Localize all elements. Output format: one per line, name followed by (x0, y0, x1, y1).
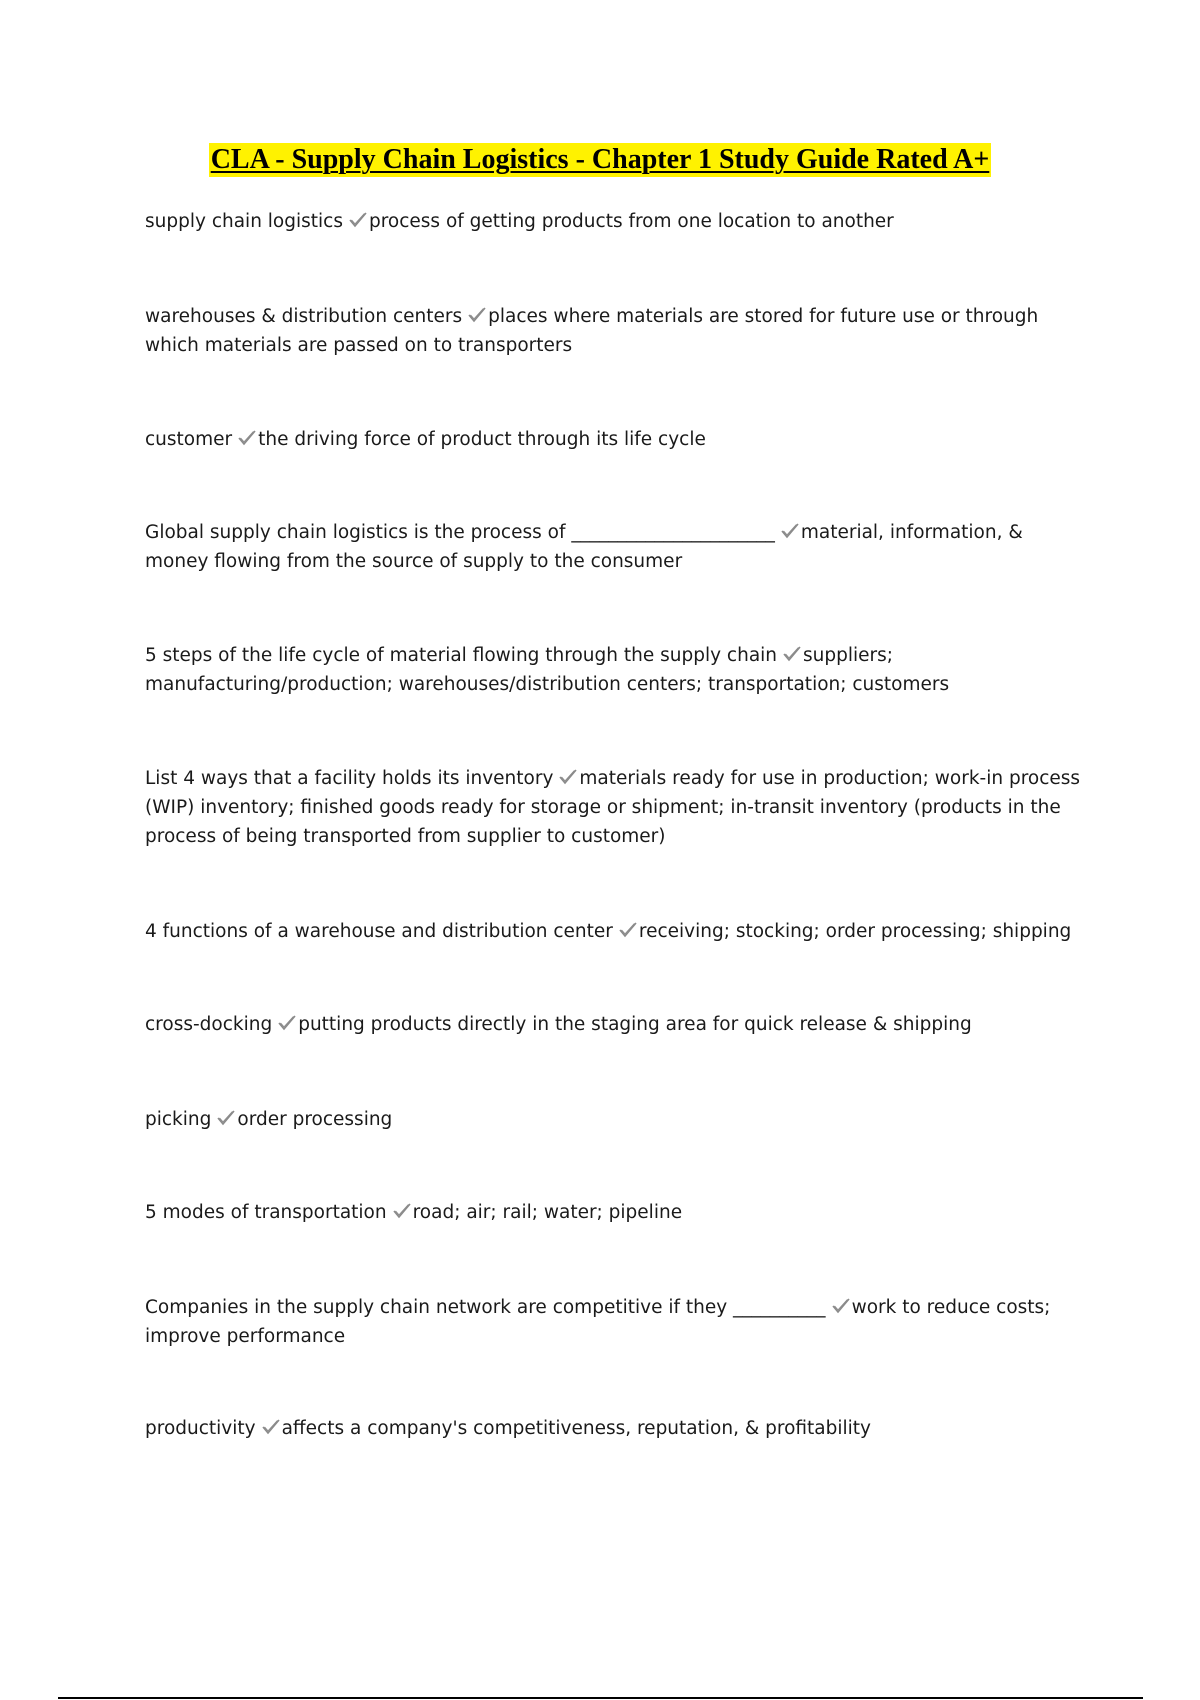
card-term: Companies in the supply chain network are competitive if they __________ (145, 1297, 826, 1318)
check-mark-icon (618, 921, 638, 939)
flashcard (145, 302, 1090, 360)
check-mark-icon (780, 522, 800, 540)
check-mark-icon (261, 1418, 281, 1436)
check-mark-icon (237, 429, 257, 447)
card-term: supply chain logistics (145, 211, 343, 232)
flashcard (145, 425, 1090, 454)
card-definition: work to reduce costs; improve performance (145, 1297, 1051, 1347)
card-definition: affects a company's competitiveness, reputation, & profitability (281, 1418, 872, 1439)
card-definition: putting products directly in the staging area for quick release & shipping (298, 1014, 972, 1035)
flashcard (145, 1414, 1090, 1443)
card-definition: road; air; rail; water; pipeline (412, 1202, 683, 1223)
flashcard (145, 1198, 1090, 1227)
card-term: warehouses & distribution centers (145, 306, 463, 327)
card-definition: receiving; stocking; order processing; shipping (638, 921, 1072, 942)
check-mark-icon (467, 306, 487, 324)
check-mark-icon (558, 768, 578, 786)
card-term: 5 steps of the life cycle of material flowing through the supply chain (145, 645, 778, 666)
flashcard (145, 207, 1090, 236)
check-mark-icon (277, 1014, 297, 1032)
card-definition: the driving force of product through its life cycle (258, 429, 706, 450)
card-term: 4 functions of a warehouse and distribution center (145, 921, 613, 942)
card-term: List 4 ways that a facility holds its inventory (145, 768, 554, 789)
card-definition: process of getting products from one location to another (368, 211, 894, 232)
flashcard (145, 1293, 1090, 1351)
card-definition: order processing (237, 1109, 393, 1130)
card-term: 5 modes of transportation (145, 1202, 387, 1223)
flashcard (145, 1010, 1090, 1039)
card-definition: materials ready for use in production; work-in process (WIP) inventory; finished goods ready for storage or shipment; in-transit inventory (products in the process of being transported from supplier to customer) (145, 768, 1081, 847)
flashcard (145, 641, 1090, 699)
card-term: Global supply chain logistics is the process of ______________________ (145, 522, 775, 543)
card-term: cross-docking (145, 1014, 273, 1035)
footer-divider (58, 1697, 1143, 1699)
flashcard (145, 518, 1090, 576)
check-mark-icon (782, 645, 802, 663)
check-mark-icon (216, 1109, 236, 1127)
card-definition: suppliers; manufacturing/production; warehouses/distribution centers; transportation; customers (145, 645, 950, 695)
title-wrapper (0, 143, 1200, 177)
card-term: picking (145, 1109, 212, 1130)
flashcard (145, 917, 1090, 946)
check-mark-icon (392, 1202, 412, 1220)
page-title: CLA - Supply Chain Logistics - Chapter 1 Study Guide Rated A+ (210, 144, 990, 175)
card-definition: places where materials are stored for future use or through which materials are passed on to transporters (145, 306, 1039, 356)
card-term: productivity (145, 1418, 256, 1439)
check-mark-icon (831, 1297, 851, 1315)
flashcard (145, 1105, 1090, 1134)
flashcard (145, 764, 1090, 851)
card-term: customer (145, 429, 233, 450)
card-definition: material, information, & money flowing from the source of supply to the consumer (145, 522, 1023, 572)
check-mark-icon (348, 211, 368, 229)
